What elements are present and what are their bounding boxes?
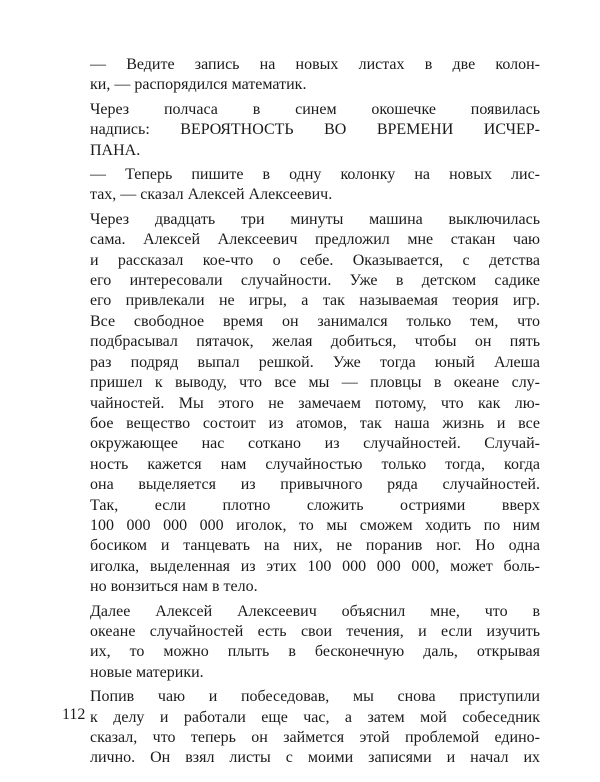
text-line: Через полчаса в синем окошечке появилась [90, 100, 540, 118]
paragraph-5 [62, 602, 540, 684]
text-line: 100 000 000 000 иголок, то мы сможем ходить по ним [90, 516, 540, 534]
text-line: раз подряд выпал решкой. Уже тогда юный Алеша [90, 353, 540, 371]
text-line: ПАНА. [90, 141, 141, 159]
text-line: Через двадцать три минуты машина выключилась [90, 210, 540, 228]
text-line: новые материки. [90, 663, 204, 681]
text-line: сказал, что теперь он займется этой проблемой едино- [90, 729, 540, 746]
text-line: Попив чаю и побеседовав, мы снова приступили [90, 688, 540, 706]
text-line: и рассказал кое-что о себе. Оказывается, с детства [90, 251, 540, 269]
text-line: — Ведите запись на новых листах в две колон- [90, 56, 540, 73]
page-number: 112 [62, 706, 86, 723]
text-line: но вонзиться нам в тело. [90, 578, 258, 596]
text-line: пришел к выводу, что все мы — пловцы в океане слу- [90, 374, 540, 392]
text-line: его интересовали случайности. Уже в детском садике [90, 272, 540, 290]
paragraph-3 [62, 165, 540, 206]
text-line: лично. Он взял листы с моими записями и начал их [90, 749, 540, 767]
text-line: сама. Алексей Алексеевич предложил мне стакан чаю [90, 231, 540, 249]
text-line: его привлекали не игры, а так называемая теория игр. [90, 292, 540, 310]
paragraph-6 [62, 687, 540, 769]
paragraph-2 [62, 100, 540, 161]
text-line: Все свободное время он занимался только тем, что [90, 312, 540, 330]
text-line: их, то можно плыть в бесконечную даль, открывая [90, 643, 540, 661]
text-line: босиком и танцевать на них, не поранив ног. Но одна [90, 537, 540, 555]
text-line: Далее Алексей Алексеевич объяснил мне, что в [90, 602, 540, 620]
text-line: окружающее нас соткано из случайностей. Случай- [90, 435, 540, 453]
text-line: — Теперь пишите в одну колонку на новых лис- [90, 166, 540, 184]
body-text [62, 55, 540, 773]
text-line: ность кажется нам случайностью только тогда, когда [90, 455, 540, 473]
text-line: Так, если плотно сложить остриями вверх [90, 496, 540, 514]
text-line: подбрасывал пятачок, желая добиться, чтобы он пять [90, 333, 540, 351]
text-line: к делу и работали еще час, а затем мой собеседник [90, 708, 540, 726]
text-line: чайностей. Мы этого не замечаем потому, что как лю- [90, 394, 540, 412]
text-line: океане случайностей есть свои течения, и если изучить [90, 622, 540, 640]
text-line: она выделяется из привычного ряда случайностей. [90, 476, 540, 494]
text-line: бое вещество состоит из атомов, так наша жизнь и все [90, 414, 540, 432]
text-line: ки, — распорядился математик. [90, 76, 307, 94]
text-line: надпись: ВЕРОЯТНОСТЬ ВО ВРЕМЕНИ ИСЧЕР- [90, 121, 540, 139]
text-line: тах, — сказал Алексей Алексеевич. [90, 186, 333, 204]
paragraph-1 [62, 55, 540, 96]
paragraph-4 [62, 210, 540, 598]
text-line: иголка, выделенная из этих 100 000 000 000, может боль- [90, 557, 540, 575]
